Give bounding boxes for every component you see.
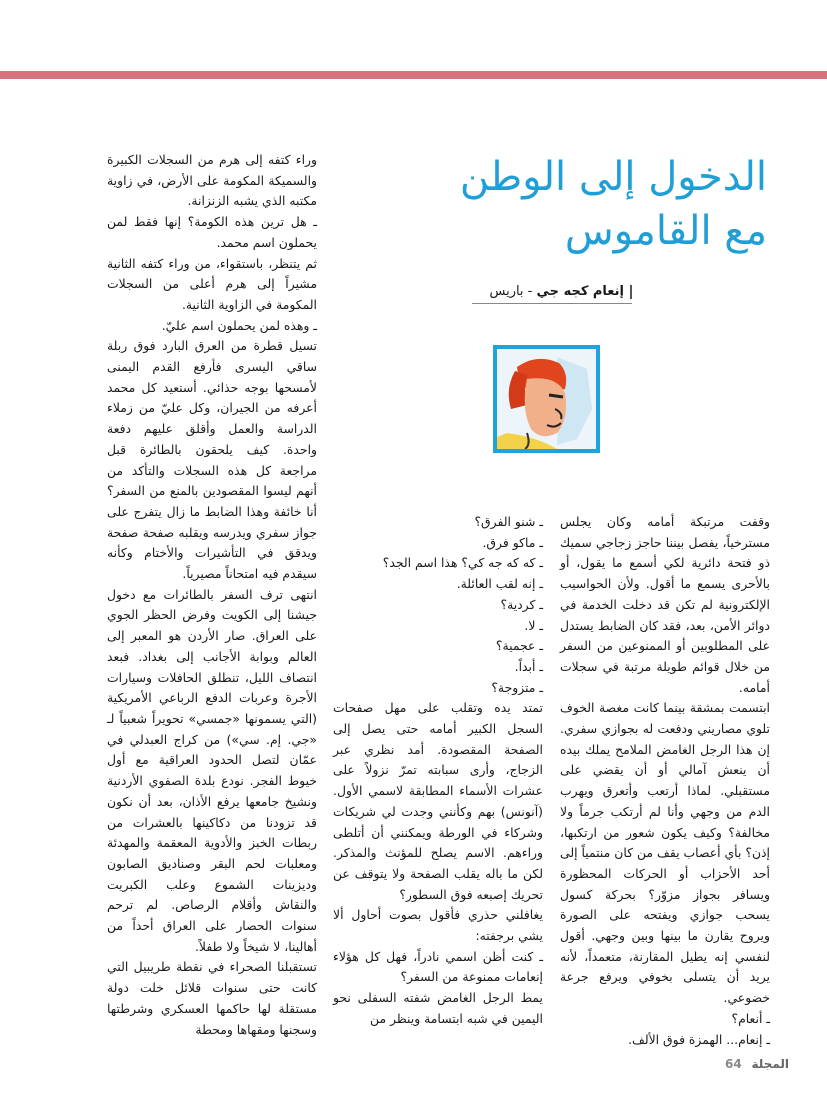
dialogue-line: ـ ماكو فرق. <box>482 534 543 550</box>
dialogue-line: ـ لا. <box>524 617 543 633</box>
paragraph: وراء كتفه إلى هرم من السجلات الكبيرة والسميكة المكومة على الأرض، في زاوية مكتبه الذي يشبه الزنزانة. <box>107 152 317 209</box>
top-accent-bar <box>0 71 827 79</box>
dialogue-line: ـ وهذه لمن يحملون اسم عليّ. <box>161 317 317 333</box>
paragraph: يغافلني حذري فأقول بصوت أحاول ألا يشي برجفته: <box>333 907 543 944</box>
magazine-logo: المجلة <box>751 1057 790 1071</box>
text-column-middle <box>333 512 543 1030</box>
dialogue-line: ـ متزوجة؟ <box>491 679 543 695</box>
paragraph: ثم يتنظر، باستقواء، من وراء كتفه الثانية مشيراً إلى هرم أعلى من السجلات المكومة في الزاوية الثانية. <box>107 255 317 312</box>
article-title-line-2: مع القاموس <box>564 208 767 254</box>
dialogue-line: ـ إنه لقب العائلة. <box>456 576 543 592</box>
portrait-illustration-image <box>497 349 596 449</box>
dialogue-line: ـ كنت أظن اسمي نادراً، فهل كل هؤلاء إنعامات ممنوعة من السفر؟ <box>333 948 543 985</box>
paragraph: تمتد يده وتقلب على مهل صفحات السجل الكبير أمامه حتى يصل إلى الصفحة المقصودة. أمد نظري عبر الزجاج، وأرى سبابته تمرّ نزولاً على عشرات الأسماء المطابقة لاسمي الأول. (آنونس) بهم وكأنني وجدت لي شريكات وشركاء في الورطة ويمكنني أن أتلطى وراءهم. الاسم يصلح للمؤنث والمذكر. لكن ما باله يقلب الصفحة ولا يتوقف عن تحريك إصبعه فوق السطور؟ <box>333 700 543 902</box>
dialogue-line: ـ أنعام؟ <box>731 1010 770 1026</box>
dialogue-line: ـ كه كه جه كي؟ هذا اسم الجد؟ <box>382 555 543 571</box>
paragraph: يمط الرجل الغامض شفته السفلى نحو اليمين في شبه ابتسامة وينظر من <box>333 990 543 1026</box>
dialogue-line: ـ أبداً. <box>514 658 543 674</box>
paragraph: تسيل قطرة من العرق البارد فوق ربلة ساقي اليسرى فأرفع القدم اليمنى لأمسحها بوجه حذائي. أستعيد كل محمد أعرفه من الجيران، وكل عليّ من زملاء الدراسة والعمل وأقلق عليهم دفعة واحدة. كيف يلحقون بالطائرة قبل مراجعة كل هذه السجلات والتأكد من أنهم ليسوا المقصودين بالمنع من السفر؟ أنا خائفة وهذا الضابط ما زال يتفرج على جواز سفري ويدرسه ويقلبه صفحة صفحة ويدقق في التأشيرات والأختام وكأنه سيقدم فيه امتحاناً مصيرياً. <box>107 338 317 582</box>
dialogue-line: ـ كردية؟ <box>500 596 543 612</box>
article-title <box>437 150 767 258</box>
dialogue-line: ـ شنو الفرق؟ <box>474 514 543 529</box>
paragraph: تستقبلنا الصحراء في نقطة طريبيل التي كانت حتى سنوات قلائل خلت دولة مستقلة لها حاكمها العسكري وشرطتها وسجنها ومقهاها ومحطة <box>107 959 317 1037</box>
author-location: - باريس <box>489 284 533 299</box>
text-column-right <box>560 512 770 1050</box>
page-footer <box>725 1057 789 1071</box>
page-number: 64 <box>725 1057 742 1071</box>
byline-divider <box>630 285 632 299</box>
dialogue-line: ـ هل ترين هذه الكومة؟ إنها فقط لمن يحملون اسم محمد. <box>107 214 317 250</box>
text-column-left <box>107 150 317 1040</box>
paragraph: وقفت مرتبكة أمامه وكان يجلس مسترخياً، يفصل بيننا حاجز زجاجي سميك ذو فتحة دائرية لكي أسمع ما يقول، أو بالأحرى يسمع ما أقول. ولأن الحواسيب الإلكترونية لم تكن قد دخلت الخدمة في دوائر الأمن، بعد، فقد كان الضابط يستدل على المطلوبين أو الممنوعين من السفر من خلال قوائم طويلة مرتبة في سجلات أمامه. <box>560 514 770 695</box>
paragraph: انتهى ترف السفر بالطائرات مع دخول جيشنا إلى الكويت وفرض الحظر الجوي على العراق. صار الأردن هو المعبر إلى العالم وبوابة الأجانب إلى بغداد. فبعد انتصاف الليل، تنطلق الحافلات وسيارات الأجرة وعربات الدفع الرباعي الأمريكية (التي يسمونها «جمسي» تحويراً شعبياً لـ «جي. إم. سي») من كراج العبدلي في عمّان لتصل الحدود العراقية مع أول خيوط الفجر. نودع بلدة الصفوي الأردنية ونشيخ جامعها يرفع الأذان، بعد أن نكون قد تزودنا من دكاكينها بالعشرات من ربطات الخبز والأدوية المعقمة والمهدئة ومعلبات لحم البقر وصناديق الصابون وديزينات الشموع وعلب الكبريت والنقاش وأقلام الرصاص. لم ترحم سنوات الحصار على العراق أحداً من أهالينا، لا شيخاً ولا طفلاً. <box>107 586 317 954</box>
portrait-illustration <box>493 345 600 453</box>
author-name: إنعام كجه جي <box>536 284 624 299</box>
byline <box>472 284 632 304</box>
article-title-line-1: الدخول إلى الوطن <box>459 154 767 200</box>
dialogue-line: ـ عجمية؟ <box>495 638 543 654</box>
dialogue-line: ـ إنعام... الهمزة فوق الألف. <box>628 1031 770 1047</box>
paragraph: ابتسمت بمشقة بينما كانت مغصة الخوف تلوي مصاريني ودفعت له بجوازي سفري. إن هذا الرجل الغامض الملامح يملك بيده أن ينعش آمالي أو أن يقضي على مستقبلي. لماذا أرتعب وأتعرق ويهرب الدم من وجهي وأنا لم أرتكب جرماً ولا مخالفة؟ وكيف يكون شعور من ارتكبها، إذن؟ بأي أعصاب يقف من كان منتمياً إلى أحد الأحزاب أو الحركات المحظورة ويسافر بجواز مزوّر؟ بحركة كسول يسحب جوازي ويفتحه على الصورة ويروح يقارن ما بينها وبين وجهي. أقول لنفسي إنه يطيل المقارنة، متعمداً، لأنه يريد أن يتسلى بخوفي ويرفع جرعة خضوعي. <box>560 700 770 1006</box>
